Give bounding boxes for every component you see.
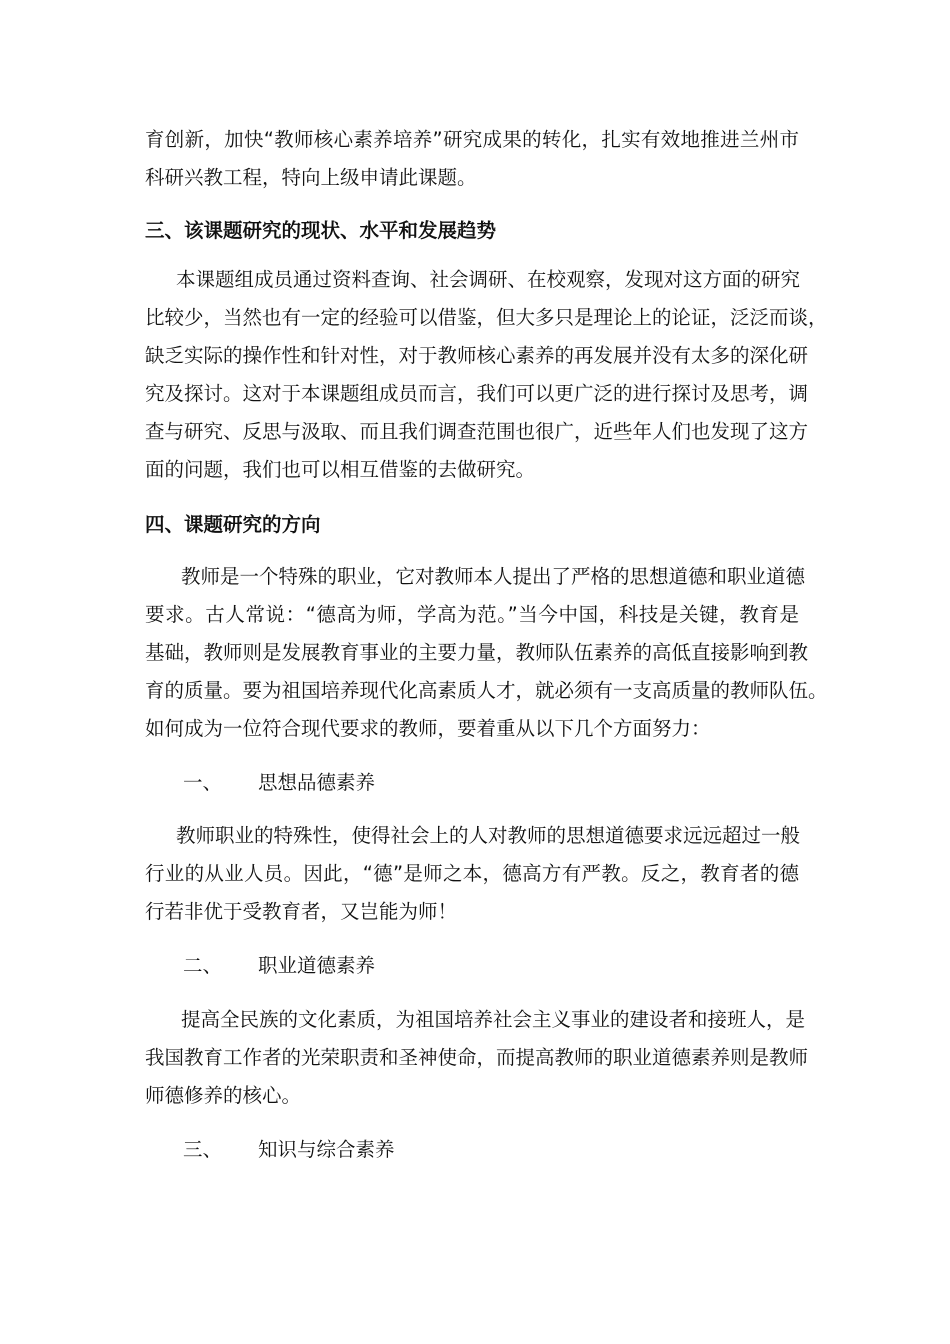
section-3-line-3: 缺乏实际的操作性和针对性，对于教师核心素养的再发展并没有太多的深化研 (145, 344, 809, 367)
item-1-line-2: 行业的从业人员。因此，“德”是师之本，德高方有严教。反之，教育者的德 (145, 862, 799, 885)
section-3-line-6: 面的问题，我们也可以相互借鉴的去做研究。 (145, 458, 536, 481)
item-1-number: 一、 (183, 771, 223, 794)
section-4-line-3: 基础，教师则是发展教育事业的主要力量，教师队伍素养的高低直接影响到教 (145, 641, 809, 664)
section-4-line-5: 如何成为一位符合现代要求的教师，要着重从以下几个方面努力： (145, 717, 711, 740)
item-1-line-3: 行若非优于受教育者，又岂能为师！ (145, 900, 458, 923)
item-2-number: 二、 (183, 954, 223, 977)
item-2-line-1: 提高全民族的文化素质，为祖国培养社会主义事业的建设者和接班人，是 (181, 1008, 806, 1031)
item-3-number: 三、 (183, 1138, 223, 1161)
item-2-label: 职业道德素养 (258, 954, 376, 977)
section-3-line-2: 比较少，当然也有一定的经验可以借鉴，但大多只是理论上的论证，泛泛而谈， (145, 306, 828, 329)
section-3-line-4: 究及探讨。这对于本课题组成员而言，我们可以更广泛的进行探讨及思考，调 (145, 382, 809, 405)
section-3-line-5: 查与研究、反思与汲取、而且我们调查范围也很广，近些年人们也发现了这方 (145, 420, 809, 443)
section-4-line-2: 要求。古人常说：“德高为师，学高为范。”当今中国，科技是关键，教育是 (145, 603, 799, 626)
intro-line-1: 育创新，加快“教师核心素养培养”研究成果的转化，扎实有效地推进兰州市 (145, 128, 799, 151)
item-1-line-1: 教师职业的特殊性，使得社会上的人对教师的思想道德要求远远超过一般 (176, 824, 801, 847)
item-3-label: 知识与综合素养 (258, 1138, 395, 1161)
section-4-line-4: 育的质量。要为祖国培养现代化高素质人才，就必须有一支高质量的教师队伍。 (145, 679, 828, 702)
intro-line-2: 科研兴教工程，特向上级申请此课题。 (145, 166, 477, 189)
item-2-line-3: 师德修养的核心。 (145, 1084, 302, 1107)
section-4-line-1: 教师是一个特殊的职业，它对教师本人提出了严格的思想道德和职业道德 (181, 565, 806, 588)
section-3-line-1: 本课题组成员通过资料查询、社会调研、在校观察，发现对这方面的研究 (176, 268, 801, 291)
section-4-heading: 四、课题研究的方向 (145, 513, 321, 536)
item-2-line-2: 我国教育工作者的光荣职责和圣神使命，而提高教师的职业道德素养则是教师 (145, 1046, 809, 1069)
section-3-heading: 三、该课题研究的现状、水平和发展趋势 (145, 219, 497, 242)
item-1-label: 思想品德素养 (258, 771, 376, 794)
